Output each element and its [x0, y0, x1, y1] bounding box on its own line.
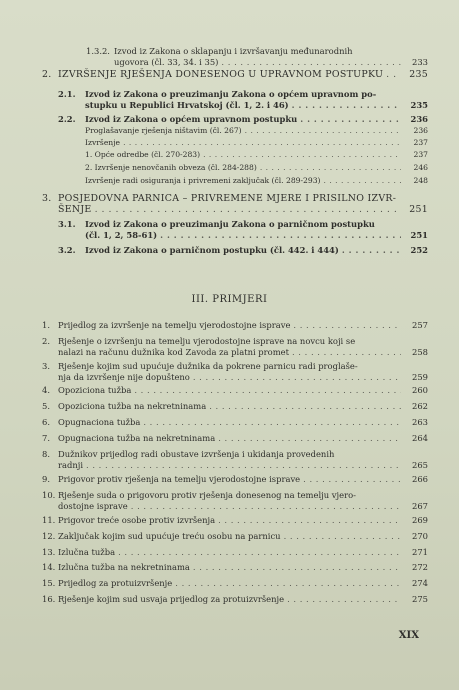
entry-number: 2. — [42, 69, 52, 80]
entry-number: 11. — [42, 515, 56, 525]
entry-page-number: 267 — [412, 500, 428, 511]
entry-number: 13. — [42, 547, 56, 557]
dot-leader — [193, 562, 401, 572]
dot-leader — [292, 347, 401, 357]
entry-page-number: 258 — [412, 346, 428, 357]
toc-entry — [0, 194, 459, 215]
toc-entry — [0, 46, 459, 67]
example-entry — [0, 474, 459, 485]
entry-page-number: 272 — [412, 562, 428, 572]
entry-title-line: Izvršenje radi osiguranja i privremeni zaključak (čl. 289-293) — [85, 176, 321, 185]
entry-number: 1.3.2. — [86, 46, 110, 56]
entry-number: 3. — [42, 193, 52, 204]
entry-title-line: Rješenje suda o prigovoru protiv rješenja donesenog na temelju vjero- — [58, 490, 356, 500]
entry-page-number: 233 — [412, 56, 428, 67]
example-entry — [0, 385, 459, 396]
example-entry — [0, 320, 459, 331]
example-entry — [0, 361, 459, 382]
example-entry — [0, 336, 459, 357]
example-entry — [0, 417, 459, 428]
dot-leader — [260, 163, 401, 173]
entry-number: 7. — [42, 433, 50, 443]
dot-leader — [303, 474, 401, 484]
entry-number: 3.1. — [58, 219, 76, 229]
dot-leader — [118, 547, 401, 557]
entry-page-number: 246 — [413, 163, 428, 172]
entry-title-line: Izvod iz Zakona o preuzimanju Zakona o općem upravnom po- — [85, 89, 377, 99]
example-entry — [0, 401, 459, 412]
entry-title-line: Rješenje kojim sud upućuje dužnika da pokrene parnicu radi proglaše- — [58, 361, 358, 371]
example-entry — [0, 578, 459, 589]
dot-leader — [324, 176, 401, 186]
entry-number: 6. — [42, 417, 50, 427]
example-entry — [0, 594, 459, 605]
example-entry — [0, 490, 459, 511]
entry-page-number: 236 — [410, 114, 428, 124]
entry-title-line: Prigovor treće osobe protiv izvršenja — [58, 515, 216, 525]
example-entry — [0, 433, 459, 444]
entry-page-number: 271 — [412, 547, 428, 557]
entry-number: 15. — [42, 578, 56, 588]
entry-title-line: Prijedlog za protuizvršenje — [58, 578, 173, 588]
dot-leader — [143, 417, 401, 427]
entry-page-number: 275 — [412, 594, 428, 604]
entry-number: 14. — [42, 562, 56, 572]
entry-title-line: Prijedlog za izvršenje na temelju vjerodostojne isprave — [58, 320, 291, 330]
example-entry — [0, 515, 459, 526]
entry-page-number: 259 — [412, 371, 428, 382]
dot-leader — [218, 433, 401, 443]
dot-leader — [300, 114, 401, 124]
example-entry — [0, 547, 459, 558]
entry-page-number: 237 — [413, 138, 428, 147]
dot-leader — [209, 401, 401, 411]
entry-number: 12. — [42, 531, 56, 541]
entry-number: 16. — [42, 594, 56, 604]
entry-title-line: Izvod iz Zakona o sklapanju i izvršavanju međunarodnih — [114, 46, 353, 56]
entry-title-line: IZVRŠENJE RJEŠENJA DONESENOG U UPRAVNOM POSTUPKU — [58, 69, 384, 80]
entry-title-line: Opoziciona tužba — [58, 385, 132, 395]
dot-leader — [95, 205, 401, 215]
toc-entry — [0, 219, 459, 240]
dot-leader — [287, 594, 401, 604]
entry-title-line: Izlučna tužba na nekretninama — [58, 562, 190, 572]
entry-page-number: 237 — [413, 150, 428, 159]
dot-leader — [218, 515, 401, 525]
entry-page-number: 252 — [410, 245, 428, 255]
entry-number: 1. — [42, 320, 50, 330]
dot-leader — [86, 460, 401, 470]
entry-number: 2.2. — [58, 114, 76, 124]
entry-title-line: Dužnikov prijedlog radi obustave izvršenja i ukidanja provedenih — [58, 449, 335, 459]
dot-leader — [175, 578, 401, 588]
entry-page-number: 251 — [410, 229, 428, 240]
dot-leader — [193, 372, 401, 382]
entry-number: 2.1. — [58, 89, 76, 99]
dot-leader — [293, 320, 401, 330]
entry-number: 8. — [42, 449, 50, 459]
toc-entry — [0, 114, 459, 125]
entry-page-number: 248 — [413, 176, 428, 185]
entry-title-line: Prigovor protiv rješenja na temelju vjerodostojne isprave — [58, 474, 301, 484]
entry-page-number: 263 — [412, 417, 428, 427]
entry-title-line: Izvod iz Zakona o parničnom postupku (čl. 442. i 444) — [85, 245, 339, 255]
entry-title-line: POSJEDOVNA PARNICA – PRIVREMENE MJERE I PRISILNO IZVR- — [58, 193, 397, 204]
entry-page-number: 257 — [412, 320, 428, 330]
entry-page-number: 235 — [409, 69, 428, 80]
toc-entry — [0, 70, 459, 81]
entry-page-number: 236 — [413, 126, 428, 135]
entry-title-line: radnji — [58, 459, 84, 470]
entry-title-line: Proglašavanje rješenja ništavim (čl. 267) — [85, 126, 242, 135]
toc-entry — [0, 126, 459, 137]
entry-page-number: 270 — [412, 531, 428, 541]
toc-entry — [0, 163, 459, 174]
entry-title-line: Opoziciona tužba na nekretninama — [58, 401, 207, 411]
entry-title-line: Rješenje kojim sud usvaja prijedlog za protuizvršenje — [58, 594, 285, 604]
dot-leader — [203, 150, 401, 160]
entry-title-line: nja da izvršenje nije dopušteno — [58, 371, 190, 382]
example-entry — [0, 562, 459, 573]
entry-title-line: Zaključak kojim sud upućuje treću osobu na parnicu — [58, 531, 281, 541]
entry-page-number: 269 — [412, 515, 428, 525]
section-heading: III. PRIMJERI — [191, 294, 268, 305]
dot-leader — [342, 245, 401, 255]
example-entry — [0, 449, 459, 470]
entry-number: 5. — [42, 401, 50, 411]
entry-title-line: (čl. 1, 2, 58-61) — [85, 229, 158, 240]
entry-page-number: 235 — [410, 99, 428, 110]
example-entry — [0, 531, 459, 542]
dot-leader — [284, 531, 401, 541]
entry-title-line: nalazi na računu dužnika kod Zavoda za platni promet — [58, 346, 289, 357]
entry-title-line: Izvod iz Zakona o općem upravnom postupku — [85, 114, 298, 124]
dot-leader — [292, 100, 401, 110]
entry-title-line: Opugnaciona tužba — [58, 417, 141, 427]
dot-leader — [386, 70, 401, 80]
entry-page-number: 274 — [412, 578, 428, 588]
entry-page-number: 265 — [412, 459, 428, 470]
toc-entry — [0, 245, 459, 256]
dot-leader — [245, 126, 401, 136]
toc-entry — [0, 150, 459, 161]
entry-title-line: dostojne isprave — [58, 500, 128, 511]
dot-leader — [134, 385, 401, 395]
dot-leader — [123, 138, 401, 148]
toc-entry — [0, 176, 459, 187]
entry-number: 4. — [42, 385, 50, 395]
entry-number: 3. — [42, 361, 50, 371]
entry-title-line: Izvod iz Zakona o preuzimanju Zakona o parničnom postupku — [85, 219, 375, 229]
entry-title-line: ŠENJE — [58, 203, 92, 215]
toc-entry — [0, 138, 459, 149]
entry-page-number: 260 — [412, 385, 428, 395]
dot-leader — [160, 230, 401, 240]
entry-number: 10. — [42, 490, 56, 500]
toc-entry — [0, 89, 459, 110]
entry-number: 3.2. — [58, 245, 76, 255]
entry-page-number: 264 — [412, 433, 428, 443]
entry-title-line: Opugnaciona tužba na nekretninama — [58, 433, 216, 443]
dot-leader — [221, 57, 401, 67]
entry-number: 2. — [42, 336, 50, 346]
entry-page-number: 266 — [412, 474, 428, 484]
entry-page-number: 251 — [409, 203, 428, 215]
entry-number: 9. — [42, 474, 50, 484]
entry-title-line: Rješenje o izvršenju na temelju vjerodostojne isprave na novcu koji se — [58, 336, 356, 346]
entry-title-line: ugovora (čl. 33, 34. i 35) — [114, 56, 219, 67]
dot-leader — [131, 501, 401, 511]
entry-title-line: Izlučna tužba — [58, 547, 116, 557]
page-number-folio: XIX — [398, 630, 419, 641]
entry-title-line: 1. Opće odredbe (čl. 270-283) — [85, 150, 201, 159]
entry-title-line: 2. Izvršenje nenovčanih obveza (čl. 284-288) — [85, 163, 257, 172]
entry-page-number: 262 — [412, 401, 428, 411]
entry-title-line: stupku u Republici Hrvatskoj (čl. 1, 2. i 46) — [85, 99, 289, 110]
entry-title-line: Izvršenje — [85, 138, 121, 147]
